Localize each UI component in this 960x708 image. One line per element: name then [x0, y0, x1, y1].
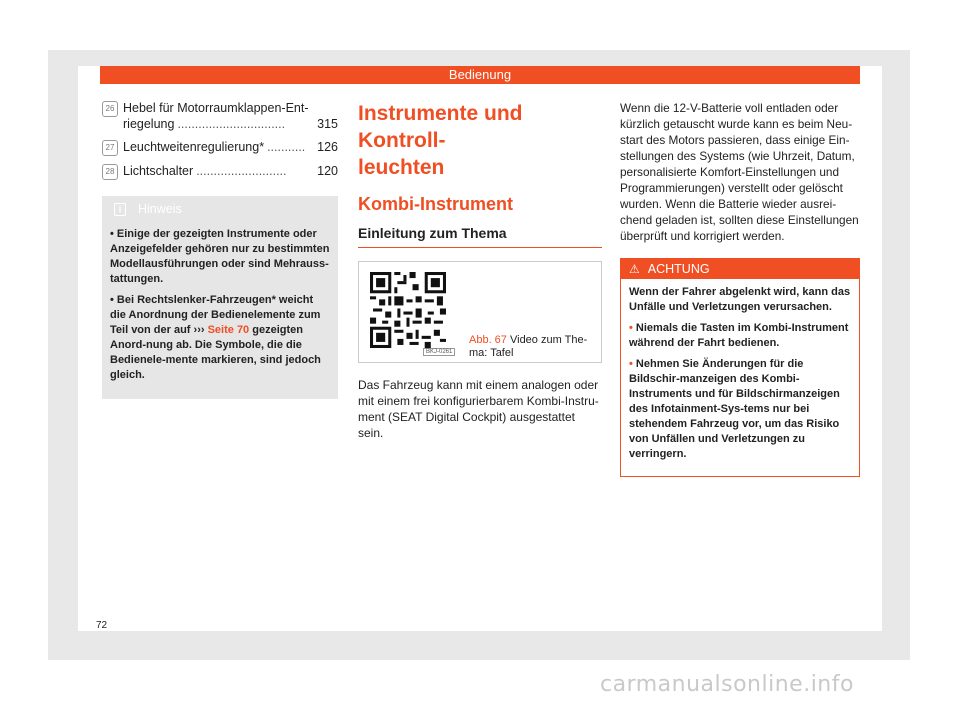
info-icon: i — [114, 203, 126, 216]
section-title: Kombi-Instrument — [358, 194, 513, 214]
warning-body — [621, 279, 859, 476]
toc-number-badge: 27 — [102, 140, 118, 156]
toc-number-badge: 26 — [102, 101, 118, 117]
left-column — [102, 100, 338, 399]
figure-code: BKJ-0261 — [423, 348, 455, 356]
figure-label: Abb. 67 — [469, 334, 507, 346]
toc-page: 126 — [317, 140, 338, 154]
chapter-title — [358, 100, 602, 181]
body-paragraph: Wenn die 12-V-Batterie voll entladen oder kürzlich getauscht wurde kann es beim Neu-start des Motors passieren, dass einige Ein-stellungen des Systems (wie Uhrzeit, Datum, personalisierte Komfort-Einstellungen und Programmierungen) verstellt oder gelöscht wurden. Wenn die Batterie wieder ausrei-chend geladen ist, sollten diese Einstellungen überprüft und korrigiert werden. — [620, 101, 859, 243]
hinweis-box — [102, 196, 338, 399]
hinweis-bullet: • Einige der gezeigten Instrumente oder Anzeigefelder gehören nur zu bestimmten Modellausführungen oder sind Mehrauss-tattungen. — [110, 228, 330, 285]
hinweis-title: Hinweis — [138, 202, 182, 216]
section-header: Bedienung — [100, 66, 860, 84]
right-column — [620, 100, 860, 477]
figure-caption — [469, 334, 599, 360]
toc-label: Leuchtweitenregulierung* — [123, 140, 265, 154]
toc-item[interactable] — [102, 139, 338, 156]
toc-label-cont: riegelung — [123, 117, 175, 131]
subsection-heading: Einleitung zum Thema — [358, 225, 602, 248]
warning-icon: ⚠ — [629, 262, 640, 276]
warning-bullet-text: Niemals die Tasten im Kombi-Instrument während der Fahrt bedienen. — [629, 322, 849, 349]
warning-bullet: • Niemals die Tasten im Kombi-Instrument während der Fahrt bedienen. — [629, 322, 849, 349]
page-number: 72 — [96, 620, 108, 631]
hinweis-header — [110, 202, 330, 217]
warning-bullet-text: Nehmen Sie Änderungen für die Bildschir-manzeigen des Kombi-Instruments und für Bildschirmanzeigen des Infotainment-Sys-tems nur bei stehendem Fahrzeug vor, um das Risiko von Unfällen und Verletzungen zu verringern. — [629, 358, 840, 460]
toc-number-badge: 28 — [102, 164, 118, 180]
warning-header — [621, 259, 859, 279]
toc-dots: ............................... — [177, 117, 286, 131]
warning-intro: Wenn der Fahrer abgelenkt wird, kann das Unfälle und Verletzungen verursachen. — [629, 286, 851, 313]
hinweis-text: • Bei Rechtslenker-Fahrzeugen* weicht die Anordnung der Bedienelemente zum Teil von der auf ››› — [110, 294, 321, 336]
warning-bullet: • Nehmen Sie Änderungen für die Bildschir-manzeigen des Kombi-Instruments und für Bildschirmanzeigen des Infotainment-Sys-tems nur bei stehendem Fahrzeug vor, um das Risiko von Unfällen und Verletzungen zu verringern. — [629, 358, 840, 460]
hinweis-text: gezeigten Anord-nung ab. Die Symbole, die die Bedienele-mente markieren, sind jedoch gleich. — [110, 324, 321, 381]
watermark: carmanualsonline.info — [600, 672, 854, 697]
figure — [358, 261, 602, 363]
toc-page: 315 — [317, 117, 338, 131]
warning-box — [620, 258, 860, 477]
chapter-title-line: leuchten — [358, 156, 445, 179]
toc-label: Lichtschalter — [123, 164, 194, 178]
toc-label: Hebel für Motorraumklappen-Ent- — [123, 101, 309, 115]
figure-caption-text: Video zum The-ma: Tafel — [469, 334, 588, 359]
chapter-title-line: Instrumente und Kontroll- — [358, 102, 523, 152]
page-link[interactable]: Seite 70 — [207, 324, 250, 336]
warning-title: ACHTUNG — [647, 262, 710, 276]
middle-column — [358, 100, 602, 441]
toc-dots: ........... — [267, 140, 306, 154]
toc-page: 120 — [317, 164, 338, 178]
toc-item[interactable] — [102, 100, 338, 132]
toc-dots: .......................... — [196, 164, 287, 178]
body-paragraph: Das Fahrzeug kann mit einem analogen oder mit einem frei konfigurierbarem Kombi-Instru-ment (SEAT Digital Cockpit) ausgestattet sein. — [358, 378, 599, 440]
qr-code-icon[interactable] — [370, 269, 446, 351]
hinweis-bullet — [110, 293, 330, 383]
toc-item[interactable] — [102, 163, 338, 180]
